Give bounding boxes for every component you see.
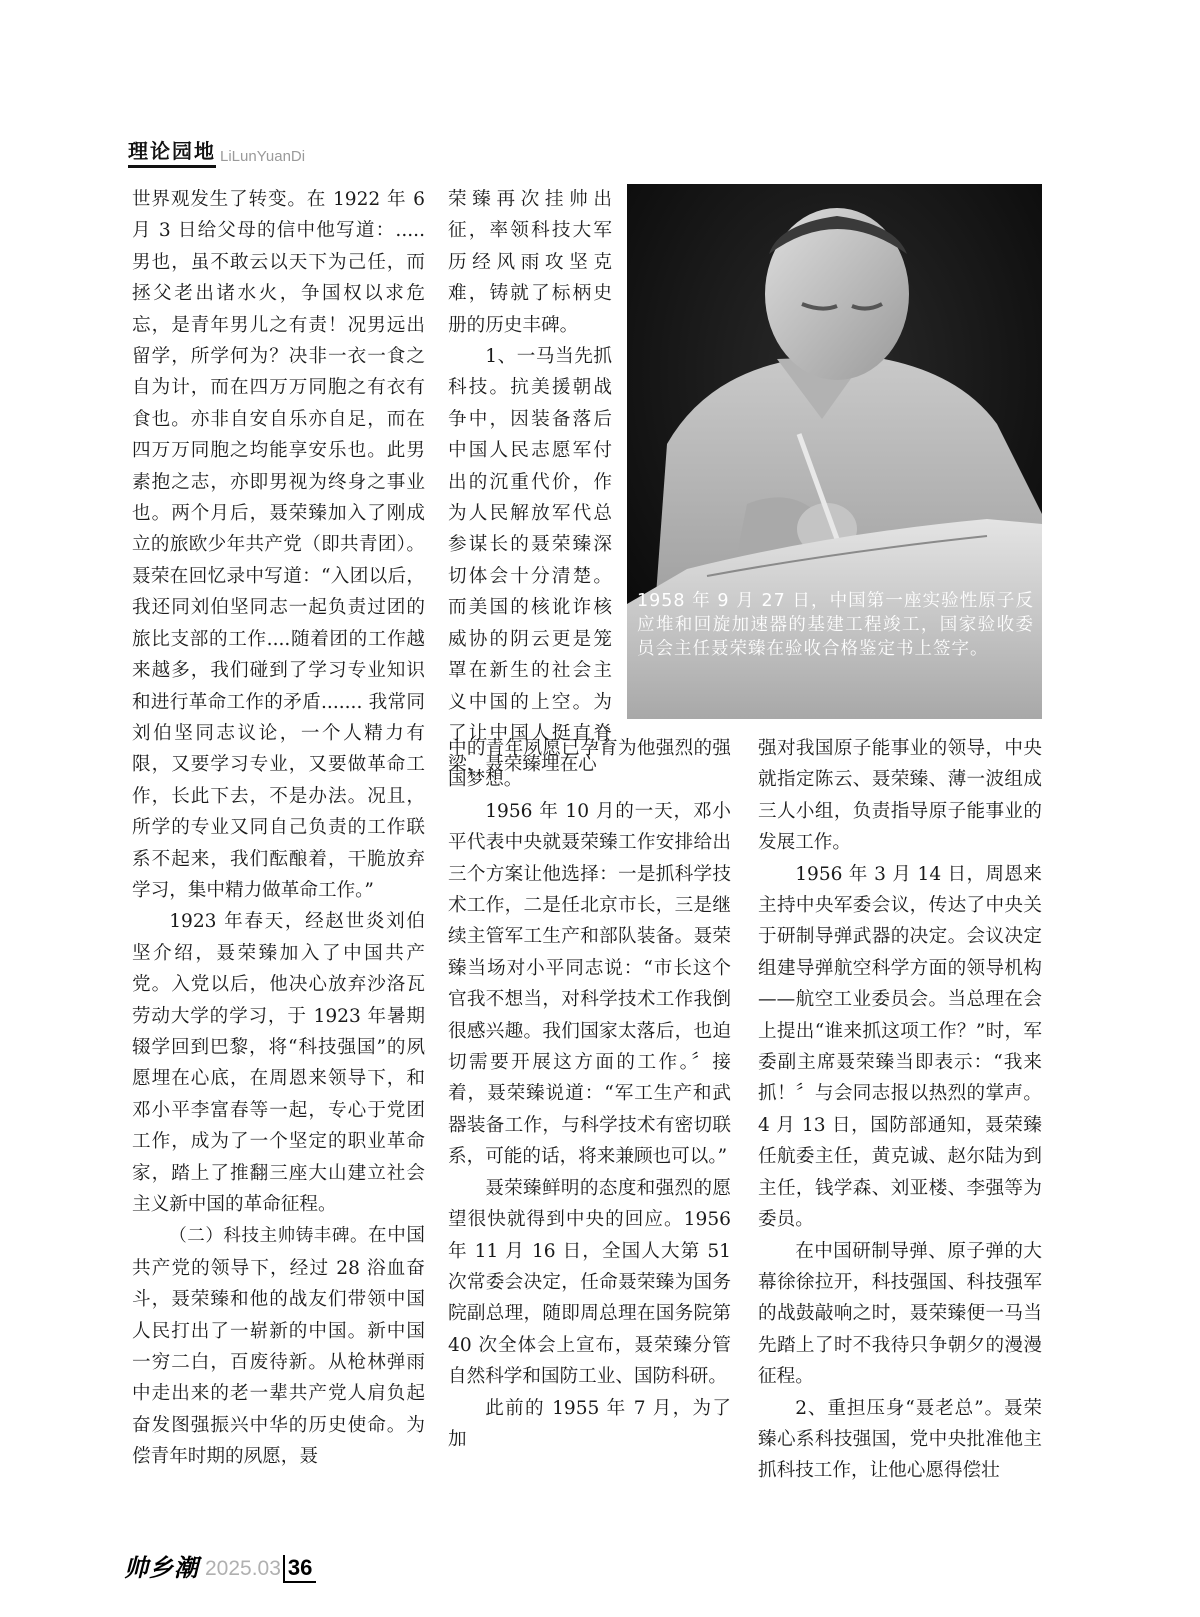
article-column-2-top	[448, 184, 612, 781]
photo-nie-rongzhen-signing	[627, 184, 1042, 719]
article-column-3	[758, 733, 1042, 1487]
section-pinyin: LiLunYuanDi	[220, 148, 306, 165]
section-header	[128, 138, 305, 168]
paragraph: 1、一马当先抓科技。抗美援朝战争中，因装备落后中国人民志愿军付出的沉重代价，作为人民解放军代总参谋长的聂荣臻深切体会十分清楚。而美国的核讹诈核威协的阴云更是笼罩在新生的社会主义中国的上空。为了让中国人挺直脊梁，聂荣臻埋在心	[448, 346, 612, 776]
paragraph: 在中国研制导弹、原子弹的大幕徐徐拉开，科技强国、科技强军的战鼓敲响之时，聂荣臻便一马当先踏上了时不我待只争朝夕的漫漫征程。	[758, 1240, 1042, 1388]
paragraph: 中的青年夙愿已孕育为他强烈的强国梦想。	[448, 738, 731, 791]
paragraph	[132, 1220, 425, 1472]
magazine-logo: 帅乡潮	[124, 1553, 199, 1582]
section-title: 理论园地	[128, 135, 216, 168]
photo-caption: 1958 年 9 月 27 日，中国第一座实验性原子反应堆和回旋加速器的基建工程竣工，国家验收委员会主任聂荣臻在验收合格鉴定书上签字。	[637, 591, 1034, 659]
article-column-2-bottom	[448, 733, 731, 1455]
article-column-1	[132, 184, 425, 1473]
page-footer	[124, 1547, 316, 1583]
page-number: 36	[283, 1555, 316, 1583]
paragraph: 此前的 1955 年 7 月，为了加	[448, 1397, 731, 1450]
paragraph: 1923 年春天，经赵世炎刘伯坚介绍，聂荣臻加入了中国共产党。入党以后，他决心放弃沙洛瓦劳动大学的学习，于 1923 年暑期辍学回到巴黎，将“科技强国”的夙愿埋在心底，在周恩来领导下，和邓小平李富春等一起，专心于党团工作，成为了一个坚定的职业革命家，踏上了推翻三座大山建立社会主义新中国的革命征程。	[132, 911, 425, 1215]
issue-number: 2025.03	[205, 1557, 281, 1580]
paragraph: 聂荣臻鲜明的态度和强烈的愿望很快就得到中央的回应。1956 年 11 月 16 日，全国人大第 51 次常委会决定，任命聂荣臻为国务院副总理，随即周总理在国务院第 40 次全体会上宣布，聂荣臻分管自然科学和国防工业、国防科研。	[448, 1177, 731, 1388]
paragraph: 强对我国原子能事业的领导，中央就指定陈云、聂荣臻、薄一波组成三人小组，负责指导原子能事业的发展工作。	[758, 738, 1042, 854]
paragraph: 荣臻再次挂帅出征，率领科技大军历经风雨攻坚克难，铸就了标柄史册的历史丰碑。	[448, 189, 612, 336]
paragraph-text: 在中国共产党的领导下，经过 28 浴血奋斗，聂荣臻和他的战友们带领中国人民打出了一崭新的中国。新中国一穷二白，百废待新。从枪林弹雨中走出来的老一辈共产党人肩负起奋发图强振兴中华的历史使命。为偿青年时期的夙愿，聂	[132, 1225, 425, 1468]
paragraph: 1956 年 3 月 14 日，周恩来主持中央军委会议，传达了中央关于研制导弹武器的决定。会议决定组建导弹航空科学方面的领导机构——航空工业委员会。当总理在会上提出“谁来抓这项工作？”时，军委副主席聂荣臻当即表示：“我来抓！〞与会同志报以热烈的掌声。4 月 13 日，国防部通知，聂荣臻任航委主任，黄克诚、赵尔陆为到主任，钱学森、刘亚楼、李强等为委员。	[758, 863, 1042, 1231]
sub-heading: （二）科技主帅铸丰碑。	[169, 1226, 369, 1247]
paragraph: 世界观发生了转变。在 1922 年 6 月 3 日给父母的信中他写道：.....男也，虽不敢云以天下为己任，而拯父老出诸水火，争国权以求危忘，是青年男儿之有责！况男远出留学，所学何为？决非一衣一食之自为计，而在四万万同胞之有衣有食也。亦非自安自乐亦自足，而在四万万同胞之均能享安乐也。此男素抱之志，亦即男视为终身之事业也。两个月后，聂荣臻加入了刚成立的旅欧少年共产党（即共青团）。聂荣在回忆录中写道：“入团以后，我还同刘伯坚同志一起负责过团的旅比支部的工作....随着团的工作越来越多，我们碰到了学习专业知识和进行革命工作的矛盾....... 我常同刘伯坚同志议论，一个人精力有限，又要学习专业，又要做革命工作，长此下去，不是办法。况且，所学的专业又同自己负责的工作联系不起来，我们酝酿着，干脆放弃学习，集中精力做革命工作。”	[132, 189, 425, 901]
paragraph: 1956 年 10 月的一天，邓小平代表中央就聂荣臻工作安排给出三个方案让他选择：一是抓科学技术工作，二是任北京市长，三是继续主管军工生产和部队装备。聂荣臻当场对小平同志说：“市长这个官我不想当，对科学技术工作我倒很感兴趣。我们国家太落后，也迫切需要开展这方面的工作。〞接着，聂荣臻说道：“军工生产和武器装备工作，与科学技术有密切联系，可能的话，将来兼顾也可以。”	[448, 800, 731, 1168]
paragraph: 2、重担压身“聂老总”。聂荣臻心系科技强国，党中央批准他主抓科技工作，让他心愿得偿壮	[758, 1397, 1042, 1482]
